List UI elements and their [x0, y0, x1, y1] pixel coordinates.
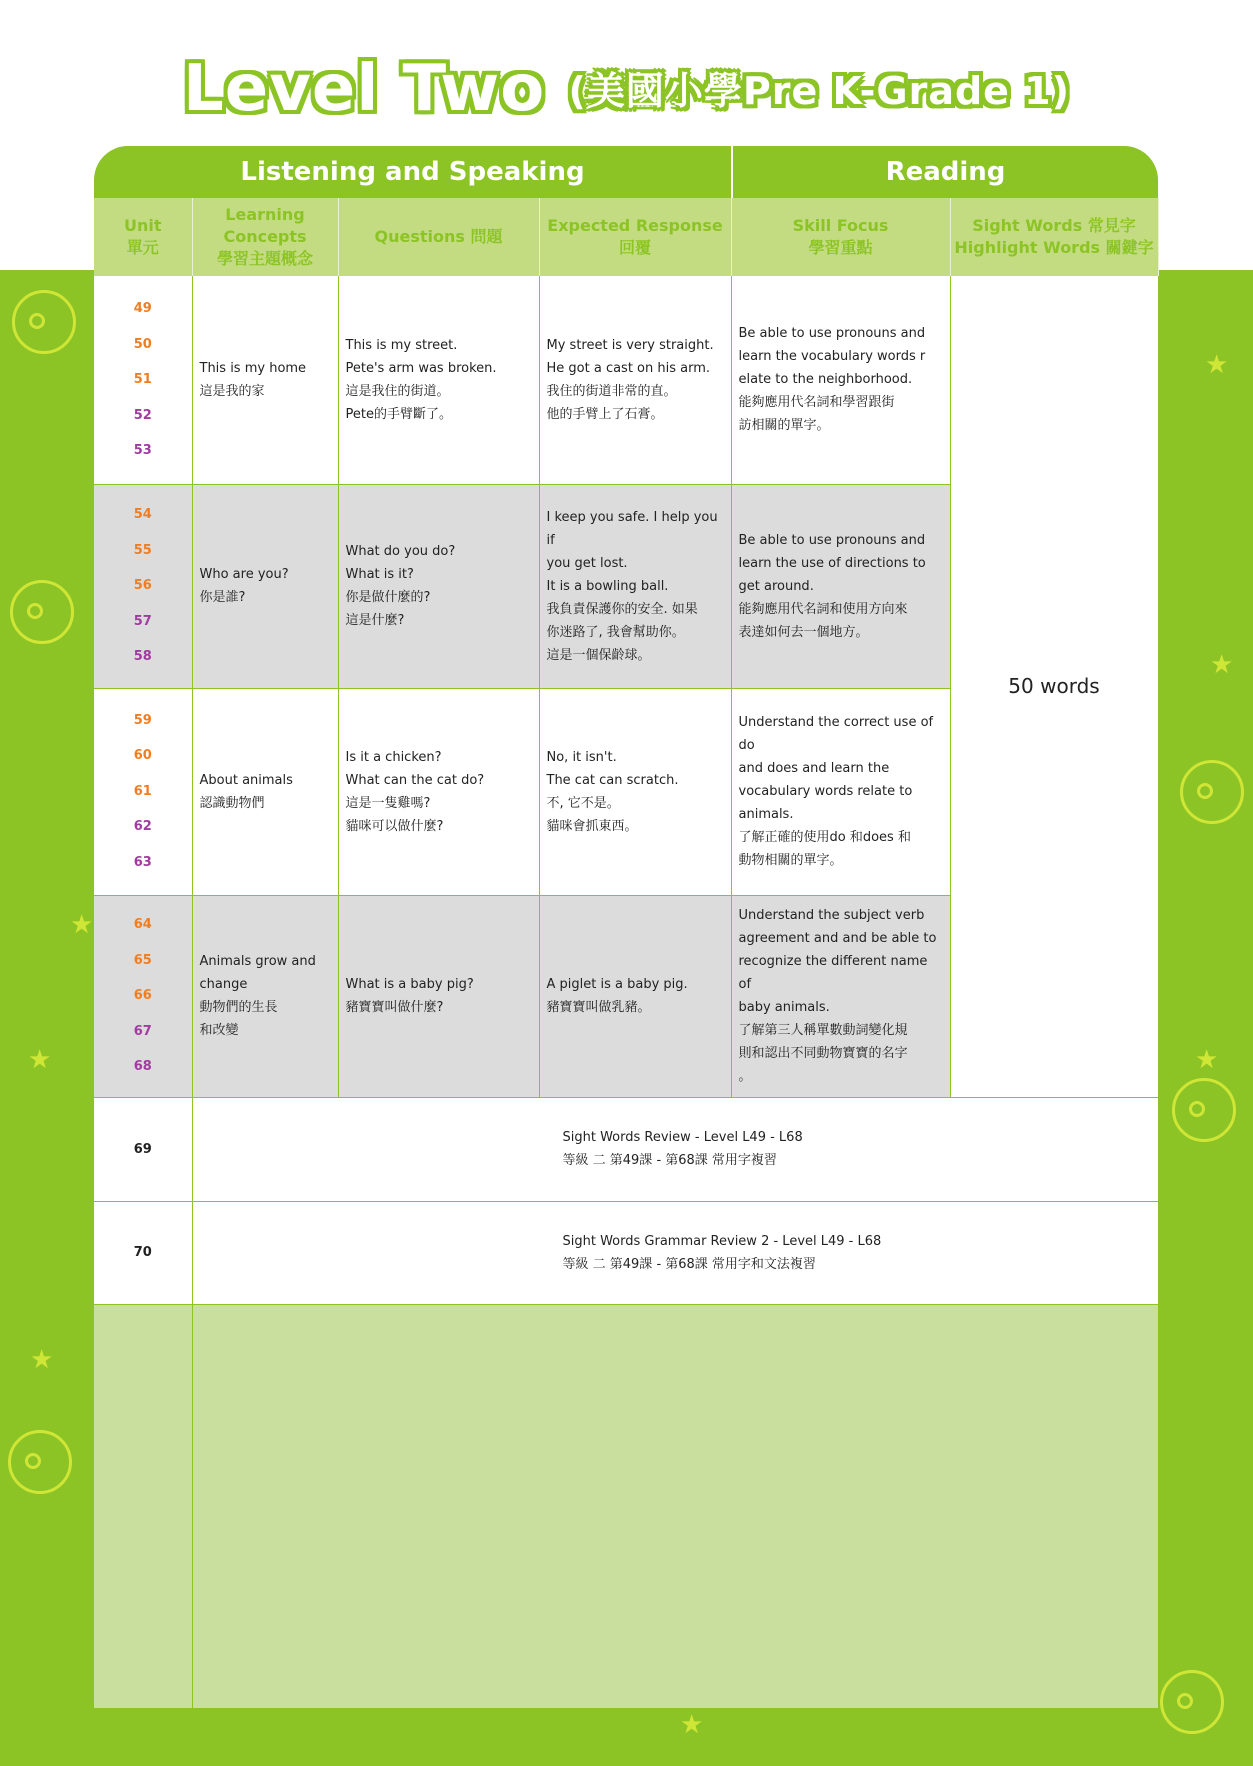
header-sight-words: Sight Words 常見字 Highlight Words 關鍵字 — [950, 198, 1158, 276]
cartoon-face-icon — [8, 1430, 72, 1494]
questions-cell: Is it a chicken? What can the cat do? 這是一隻雞嗎? 貓咪可以做什麼? — [338, 688, 539, 895]
empty-unit-cell — [94, 1304, 192, 1708]
title-main: Level Two — [183, 52, 546, 126]
curriculum-table-panel — [94, 146, 1158, 1708]
cartoon-face-icon — [12, 290, 76, 354]
star-icon: ★ — [1195, 1045, 1219, 1075]
header-row — [94, 198, 1158, 276]
star-icon: ★ — [1205, 350, 1229, 380]
page-title — [0, 52, 1253, 126]
header-questions: Questions 問題 — [338, 198, 539, 276]
review-text: Sight Words Grammar Review 2 - Level L49 - L68 等級 二 第49課 - 第68課 常用字和文法複習 — [192, 1201, 1158, 1304]
concept-cell: About animals 認識動物們 — [192, 688, 338, 895]
review-row — [94, 1097, 1158, 1201]
concept-cell: Who are you? 你是誰? — [192, 484, 338, 688]
response-cell: No, it isn't. The cat can scratch. 不, 它不是。 貓咪會抓東西。 — [539, 688, 731, 895]
star-icon: ★ — [70, 910, 94, 940]
response-cell: My street is very straight. He got a cast on his arm. 我住的街道非常的直。 他的手臂上了石膏。 — [539, 276, 731, 484]
concept-cell: Animals grow and change 動物們的生長 和改變 — [192, 895, 338, 1097]
cartoon-face-icon — [1160, 1670, 1224, 1734]
unit-numbers: 64 65 66 67 68 — [94, 895, 192, 1097]
skill-cell: Be able to use pronouns and learn the use of directions to get around. 能夠應用代名詞和使用方向來 表達如何去一個地方。 — [731, 484, 950, 688]
curriculum-table — [94, 198, 1159, 1708]
star-icon: ★ — [30, 1345, 54, 1375]
header-expected-response: Expected Response 回覆 — [539, 198, 731, 276]
star-icon: ★ — [1210, 650, 1234, 680]
header-learning-concepts: Learning Concepts 學習主題概念 — [192, 198, 338, 276]
unit-numbers: 54 55 56 57 58 — [94, 484, 192, 688]
review-row — [94, 1201, 1158, 1304]
skill-cell: Understand the subject verb agreement and and be able to recognize the different name of baby animals. 了解第三人稱單數動詞變化規 則和認出不同動物寶寶的名字 。 — [731, 895, 950, 1097]
questions-cell: What is a baby pig? 豬寶寶叫做什麼? — [338, 895, 539, 1097]
review-unit: 70 — [94, 1201, 192, 1304]
cartoon-face-icon — [1180, 760, 1244, 824]
concept-cell: This is my home 這是我的家 — [192, 276, 338, 484]
section-band — [94, 146, 1158, 198]
cartoon-face-icon — [1172, 1078, 1236, 1142]
skill-cell: Understand the correct use of do and does and learn the vocabulary words relate to animals. 了解正確的使用do 和does 和 動物相關的單字。 — [731, 688, 950, 895]
header-skill-focus: Skill Focus 學習重點 — [731, 198, 950, 276]
title-subtitle: (美國小學Pre K-Grade 1) — [568, 69, 1070, 113]
star-icon: ★ — [680, 1710, 704, 1740]
review-text: Sight Words Review - Level L49 - L68 等級 二 第49課 - 第68課 常用字複習 — [192, 1097, 1158, 1201]
skill-cell: Be able to use pronouns and learn the vocabulary words r elate to the neighborhood. 能夠應用代名詞和學習跟街 訪相關的單字。 — [731, 276, 950, 484]
empty-row — [94, 1304, 1158, 1708]
unit-numbers: 59 60 61 62 63 — [94, 688, 192, 895]
response-cell: A piglet is a baby pig. 豬寶寶叫做乳豬。 — [539, 895, 731, 1097]
questions-cell: What do you do? What is it? 你是做什麼的? 這是什麼? — [338, 484, 539, 688]
review-unit: 69 — [94, 1097, 192, 1201]
table-row — [94, 276, 1158, 484]
header-unit: Unit 單元 — [94, 198, 192, 276]
cartoon-face-icon — [10, 580, 74, 644]
listening-speaking-heading: Listening and Speaking — [94, 146, 733, 198]
star-icon: ★ — [28, 1045, 52, 1075]
questions-cell: This is my street. Pete's arm was broken. 這是我住的街道。 Pete的手臂斷了。 — [338, 276, 539, 484]
response-cell: I keep you safe. I help you if you get lost. It is a bowling ball. 我負責保護你的安全. 如果 你迷路了, 我會幫助你。 這是一個保齡球。 — [539, 484, 731, 688]
empty-content-cell — [192, 1304, 1158, 1708]
sight-words-cell: 50 words — [950, 276, 1158, 1097]
unit-numbers: 49 50 51 52 53 — [94, 276, 192, 484]
reading-heading: Reading — [885, 157, 1006, 187]
